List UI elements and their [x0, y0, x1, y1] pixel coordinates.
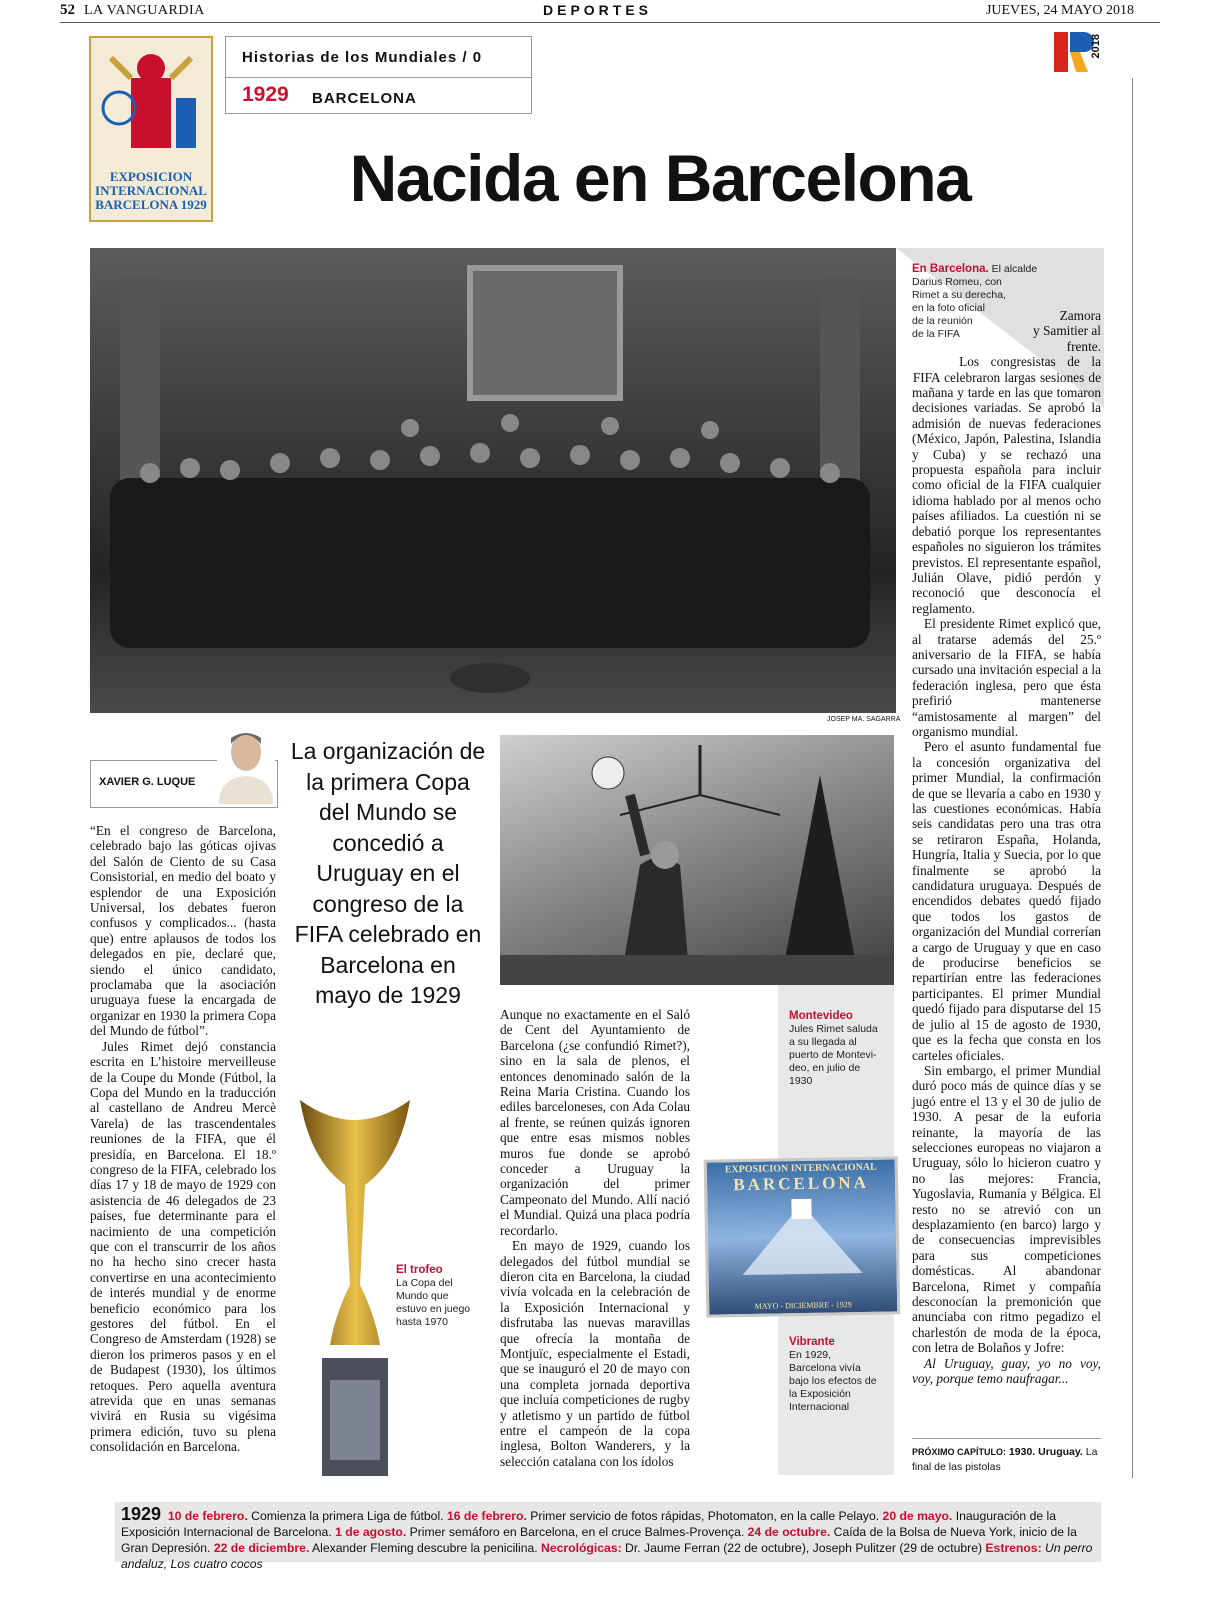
expo-caption-line: Internacional: [789, 1401, 850, 1413]
trophy-caption: [396, 1264, 496, 1329]
page-number: 52: [60, 2, 75, 18]
montevideo-caption-line: Jules Rimet saluda: [789, 1023, 878, 1035]
expo-card-city: BARCELONA: [733, 1172, 870, 1195]
author-portrait-icon: [217, 724, 275, 804]
timeline-text: Dr. Jaume Ferran (22 de octubre), Joseph Pulitzer (29 de octubre): [625, 1541, 983, 1555]
expo-caption-line: Barcelona vivía: [789, 1362, 861, 1374]
timeline-text: Inauguración de la Exposición Internacional de Barcelona.: [121, 1509, 1057, 1539]
col2-paragraph: Aunque no exactamente en el Saló de Cent del Ayuntamiento de Barcelona (¿se confundió Rimet?), sino en la sala de plenos, el entonces denominado salón de la Reina Maria Cristina. Cuando los ediles barceloneses, con Ada Colau al frente, se reúnen quizás ignoren que entre esas mismos nobles muros fue donde se aprobó conceder a Uruguay la organización del primer Campeonato del Mundo. Allí nació el Mundial. Quizá una placa podría recordarlo.: [500, 1007, 690, 1238]
expo-poster-image: [89, 36, 213, 222]
series-logo: [1052, 30, 1102, 78]
col1-paragraph: “En el congreso de Barcelona, celebrado bajo las góticas ojivas del Salón de Ciento de su Casa Consistorial, en medio del boato y esplendor de una Exposición Universal, los debates fueron confusos y complicados... (hasta que) entre aplausos de todos los delegados en pie, declaré que, siendo el único candidato, proclamaba que la asociación uruguaya fuese la encargada de organizar en 1930 la primera Copa del Mundo de fútbol”.: [90, 823, 276, 1039]
trophy-caption-line: hasta 1970: [396, 1316, 448, 1328]
expo-caption-line: bajo los efectos de: [789, 1375, 877, 1387]
pull-quote: La organización de la primera Copa del Mundo se concedió a Uruguay en el congreso de la FIFA celebrado en Barcelona en mayo de 1929: [290, 738, 486, 1008]
timeline-date: 10 de febrero.: [167, 1509, 248, 1523]
series-box: [225, 36, 532, 114]
author-name: XAVIER G. LUQUE: [99, 776, 196, 788]
series-title: Historias de los Mundiales / 0: [242, 49, 483, 66]
expo-caption-title: Vibrante: [789, 1336, 835, 1348]
main-caption-line: de la FIFA: [912, 328, 960, 340]
poster-line-1: EXPOSICION: [109, 169, 193, 184]
expo-card-bottom: MAYO - DICIEMBRE - 1929: [754, 1300, 852, 1311]
main-caption-line: El alcalde: [991, 263, 1038, 275]
expo-card-image: [704, 1156, 901, 1317]
next-chapter-rule: [912, 1438, 1101, 1439]
next-chapter: [912, 1445, 1101, 1475]
timeline-date: 16 de febrero.: [446, 1509, 527, 1523]
timeline-text: Alexander Fleming descubre la penicilina.: [312, 1541, 538, 1555]
main-caption-line: Rimet a su derecha,: [912, 289, 1006, 301]
montevideo-caption-line: 1930: [789, 1075, 813, 1087]
next-chapter-rest: La final de las pistolas: [912, 1446, 1098, 1473]
timeline-text: Comienza la primera Liga de fútbol.: [251, 1509, 444, 1523]
montevideo-photo: [500, 735, 894, 985]
col3-paragraph: Zamora y Samitier al frente.: [1033, 308, 1101, 354]
timeline-text: Primer servicio de fotos rápidas, Photomaton, en la calle Pelayo.: [530, 1509, 880, 1523]
timeline-date: 24 de octubre.: [747, 1525, 831, 1539]
series-logo-year: 2018: [1090, 34, 1102, 59]
author-photo: [217, 724, 275, 804]
timeline-year: 1929: [121, 1504, 162, 1524]
col3-paragraph: Sin embargo, el primer Mundial duró poco más de quince días y se jugó entre el 13 y el 30 de julio de 1930. A pesar de la euforia reinante, la mayoría de las selecciones europeas no viajaron a Uruguay, sólo lo hicieron cuatro y no las mejores: Francia, Yugoslavia, Rumanía y Bélgica. El resto no se atrevió con un desplazamiento (en barco) largo y de consecuencias imprevisibles para sus competiciones domésticas. Al abandonar Barcelona, Rimet y compañía desconocían la premonición que anunciaba con ritmo pegadizo el charlestón de moda de la época, con letra de Bolaños y Jofre:: [912, 1062, 1101, 1356]
timeline-text: Un perro andaluz, Los cuatro cocos: [121, 1541, 1093, 1571]
main-caption-title: En Barcelona.: [912, 263, 989, 275]
trophy-caption-line: Mundo que: [396, 1290, 449, 1302]
header-date: JUEVES, 24 MAYO 2018: [985, 3, 1134, 18]
timeline-date: 22 de diciembre.: [213, 1541, 310, 1555]
series-city: BARCELONA: [312, 90, 417, 107]
newspaper-name: LA VANGUARDIA: [84, 3, 205, 18]
main-caption-line: en la foto oficial: [912, 302, 985, 314]
trophy-caption-title: El trofeo: [396, 1264, 443, 1276]
main-photo-credit: JOSEP MA. SAGARRA: [827, 716, 901, 723]
poster-figure-icon: [91, 38, 211, 168]
col3-paragraph: El presidente Rimet explicó que, al tratarse además del 25.º aniversario de la FIFA, se había cursado una invitación especial a la federación inglesa, pero que ésta prefirió mantenerse “amistosamente al margen” del organismo mundial.: [912, 616, 1101, 739]
montevideo-caption-title: Montevideo: [789, 1010, 853, 1022]
series-divider: [226, 77, 531, 78]
trophy-caption-line: La Copa del: [396, 1277, 453, 1289]
right-rule: [1132, 78, 1133, 1478]
col1-paragraph: Jules Rimet dejó constancia escrita en L’histoire merveilleuse de la Coupe du Monde (Fútbol, la Copa del Mundo en la traducción al castellano de Andreu Mercè Varela) de las trascendentales reuniones de la FIFA, que él presidía, en Barcelona. El 18.º congreso de la FIFA, celebrado los días 17 y 18 de mayo de 1929 con asistencia de 46 delegados de 23 países, fue determinante para el nacimiento de una competición que con el transcurrir de los años no ha hecho sino crecer hasta convertirse en una acontecimiento de interés mundial y de enorme beneficio económico para los gestores del fútbol. En el Congreso de Amsterdam (1928) se dieron los primeros pasos y en el de Budapest (1930), los últimos retoques. Pero aquella aventura atrevida que en unas semanas vivirá en Rusia su vigésima primera edición, tuvo su plena consolidación en Barcelona.: [90, 1038, 276, 1455]
expo-caption-line: la Exposición: [789, 1388, 851, 1400]
montevideo-caption-line: puerto de Montevi-: [789, 1049, 877, 1061]
next-chapter-title: 1930. Uruguay.: [1008, 1446, 1083, 1458]
page-header: [60, 0, 1160, 23]
main-caption-line: de la reunión: [912, 315, 973, 327]
expo-caption: [789, 1336, 889, 1414]
article-col-1: [90, 823, 276, 1478]
expo-caption-line: En 1929,: [789, 1349, 832, 1361]
series-year: 1929: [242, 83, 289, 106]
rimet-waving-photo-icon: [500, 735, 894, 985]
montevideo-caption: [789, 1010, 889, 1088]
headline: Nacida en Barcelona: [349, 141, 971, 215]
expo-palace-icon: [707, 1192, 897, 1285]
trophy-caption-line: estuvo en juego: [396, 1303, 471, 1315]
montevideo-caption-line: deo, en julio de: [789, 1062, 861, 1074]
col3-paragraph: Pero el asunto fundamental fue la concesión organizativa del primer Mundial, la confirmación de que se llevaría a cabo en 1930 y las cuestiones económicas. Había seis candidatas pero una tras otra se retiraron España, Holanda, Hungría, Italia y Suecia, por lo que finalmente se aprobó la candidatura uruguaya. Después de encendidos debates quedó fijado que todos los gastos de organización del Mundial correrían a cargo de Uruguay y que en caso de producirse beneficios se repartirían entre las federaciones participantes. El primer Mundial quedó fijado para disputarse del 15 de julio al 15 de agosto de 1930, que es la fecha que consta en los carteles oficiales.: [912, 739, 1101, 1063]
timeline-date: 1 de agosto.: [335, 1525, 407, 1539]
article-col-3: [912, 308, 1101, 1433]
article-col-2: [500, 1007, 690, 1477]
timeline-date: 20 de mayo.: [882, 1509, 953, 1523]
timeline-date: Estrenos:: [985, 1541, 1042, 1555]
poster-line-3: BARCELONA 1929: [95, 197, 207, 212]
delegates-photo-icon: [90, 248, 896, 713]
expo-card-top: EXPOSICION INTERNACIONAL: [724, 1161, 877, 1176]
main-caption-line: Darius Romeu, con: [912, 276, 1002, 288]
timeline-date: Necrológicas:: [541, 1541, 622, 1555]
section-name: DEPORTES: [543, 2, 653, 18]
main-photo: [90, 248, 896, 713]
col3-paragraph: Los congresistas de la FIFA celebraron largas sesiones de mañana y tarde en las que tomaron decisiones variadas. Se aprobó la admisión de nuevas federaciones (México, Japón, Palestina, Islandia y Cuba) y se rechazó una propuesta española para incluir como oficial de la FIFA cualquier idioma hablado por al menos ocho países afiliados. La cuestión ni se debatió porque los representantes españoles no siguieron los trámites previstos. El representante español, Julián Olave, pidió perdón y reconoció que desconocía el reglamento.: [912, 354, 1101, 616]
montevideo-caption-line: a su llegada al: [789, 1036, 857, 1048]
col3-paragraph: Al Uruguay, guay, yo no voy, voy, porque temo naufragar...: [912, 1355, 1101, 1387]
timeline-text: Caída de la Bolsa de Nueva York, inicio de la Gran Depresión.: [121, 1525, 1077, 1555]
next-chapter-label: PRÓXIMO CAPÍTULO:: [912, 1447, 1006, 1457]
col2-paragraph: En mayo de 1929, cuando los delegados del fútbol mundial se dieron cita en Barcelona, la ciudad vivía volcada en la celebración de la Exposición Internacional y disfrutaba las nuevas maravillas que ofrecía la montaña de Montjuïc, especialmente el Estadi, que se inauguró el 20 de mayo con una completa jornada deportiva que incluía competiciones de rugby y atletismo y un partido de fútbol entre el campeón de la copa inglesa, Bolton Wanderers, y la selección catalana con los ídolos: [500, 1238, 690, 1469]
timeline-box: [115, 1502, 1101, 1571]
timeline-text: Primer semáforo en Barcelona, en el cruce Balmes-Provença.: [409, 1525, 745, 1539]
poster-line-2: INTERNACIONAL: [95, 183, 207, 198]
